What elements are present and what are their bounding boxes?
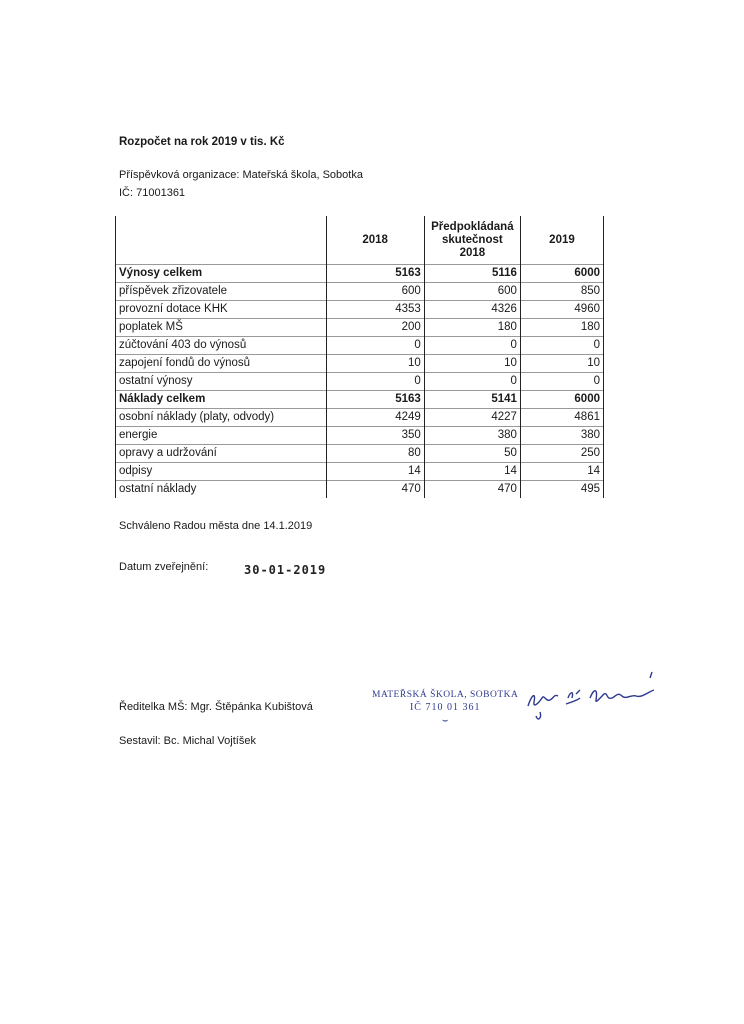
cell-2019: 180 <box>520 319 603 337</box>
table-body <box>116 265 604 499</box>
cell-expected-2018: 380 <box>424 427 520 445</box>
cell-2019: 495 <box>520 481 603 499</box>
cell-2018: 10 <box>326 355 424 373</box>
cell-expected-2018: 5116 <box>424 265 520 283</box>
school-stamp <box>372 690 518 726</box>
ico-line: IČ: 71001361 <box>119 187 186 199</box>
document-title: Rozpočet na rok 2019 v tis. Kč <box>119 136 285 148</box>
cell-2018: 600 <box>326 283 424 301</box>
cell-expected-2018: 470 <box>424 481 520 499</box>
cell-2018: 0 <box>326 373 424 391</box>
cell-2018: 14 <box>326 463 424 481</box>
cell-expected-2018: 600 <box>424 283 520 301</box>
cell-expected-2018: 180 <box>424 319 520 337</box>
row-label: osobní náklady (platy, odvody) <box>116 409 327 427</box>
table-row <box>116 463 604 481</box>
cell-expected-2018: 14 <box>424 463 520 481</box>
table-row <box>116 373 604 391</box>
table-row <box>116 445 604 463</box>
cell-2018: 350 <box>326 427 424 445</box>
table-row <box>116 301 604 319</box>
cell-2018: 470 <box>326 481 424 499</box>
cell-2018: 4249 <box>326 409 424 427</box>
stamp-ico: IČ 710 01 361 <box>409 702 481 713</box>
table-row <box>116 283 604 301</box>
table-row <box>116 265 604 283</box>
table-row <box>116 319 604 337</box>
cell-2019: 4861 <box>520 409 603 427</box>
cell-2018: 5163 <box>326 265 424 283</box>
cell-expected-2018: 0 <box>424 337 520 355</box>
header-2019: 2019 <box>520 216 603 265</box>
table-header-row <box>116 216 604 265</box>
row-label: Náklady celkem <box>116 391 327 409</box>
table-row <box>116 391 604 409</box>
row-label: odpisy <box>116 463 327 481</box>
cell-expected-2018: 10 <box>424 355 520 373</box>
cell-2019: 380 <box>520 427 603 445</box>
row-label: ostatní výnosy <box>116 373 327 391</box>
row-label: zúčtování 403 do výnosů <box>116 337 327 355</box>
row-label: energie <box>116 427 327 445</box>
stamp-name: MATEŘSKÁ ŠKOLA, SOBOTKA <box>372 690 519 700</box>
cell-2018: 4353 <box>326 301 424 319</box>
header-expected-2018: Předpokládaná skutečnost 2018 <box>424 216 520 265</box>
cell-2019: 10 <box>520 355 603 373</box>
cell-2019: 0 <box>520 373 603 391</box>
publication-date-stamp: 30-01-2019 <box>244 563 327 577</box>
row-label: příspěvek zřizovatele <box>116 283 327 301</box>
cell-2019: 250 <box>520 445 603 463</box>
cell-2019: 6000 <box>520 265 603 283</box>
approval-note: Schváleno Radou města dne 14.1.2019 <box>119 520 313 532</box>
table-row <box>116 481 604 499</box>
row-label: zapojení fondů do výnosů <box>116 355 327 373</box>
budget-table <box>115 216 604 498</box>
row-label: poplatek MŠ <box>116 319 327 337</box>
cell-2018: 0 <box>326 337 424 355</box>
row-label: opravy a udržování <box>116 445 327 463</box>
table-row <box>116 427 604 445</box>
header-2018: 2018 <box>326 216 424 265</box>
cell-2019: 850 <box>520 283 603 301</box>
cell-2018: 200 <box>326 319 424 337</box>
cell-expected-2018: 4227 <box>424 409 520 427</box>
cell-expected-2018: 4326 <box>424 301 520 319</box>
cell-2018: 80 <box>326 445 424 463</box>
cell-expected-2018: 50 <box>424 445 520 463</box>
compiler-line: Sestavil: Bc. Michal Vojtíšek <box>119 735 256 747</box>
cell-2019: 0 <box>520 337 603 355</box>
cell-2019: 14 <box>520 463 603 481</box>
row-label: provozní dotace KHK <box>116 301 327 319</box>
header-label-column <box>116 216 327 265</box>
cell-2019: 6000 <box>520 391 603 409</box>
cell-2018: 5163 <box>326 391 424 409</box>
table-row <box>116 409 604 427</box>
cell-expected-2018: 0 <box>424 373 520 391</box>
stamp-mark: ⌣ <box>441 715 449 726</box>
row-label: Výnosy celkem <box>116 265 327 283</box>
publication-date-label: Datum zveřejnění: <box>119 561 209 573</box>
organization-line: Příspěvková organizace: Mateřská škola, Sobotka <box>119 169 363 181</box>
director-line: Ředitelka MŠ: Mgr. Štěpánka Kubištová <box>119 701 313 713</box>
cell-2019: 4960 <box>520 301 603 319</box>
signature-image <box>520 668 670 728</box>
cell-expected-2018: 5141 <box>424 391 520 409</box>
row-label: ostatní náklady <box>116 481 327 499</box>
table-row <box>116 355 604 373</box>
table-row <box>116 337 604 355</box>
